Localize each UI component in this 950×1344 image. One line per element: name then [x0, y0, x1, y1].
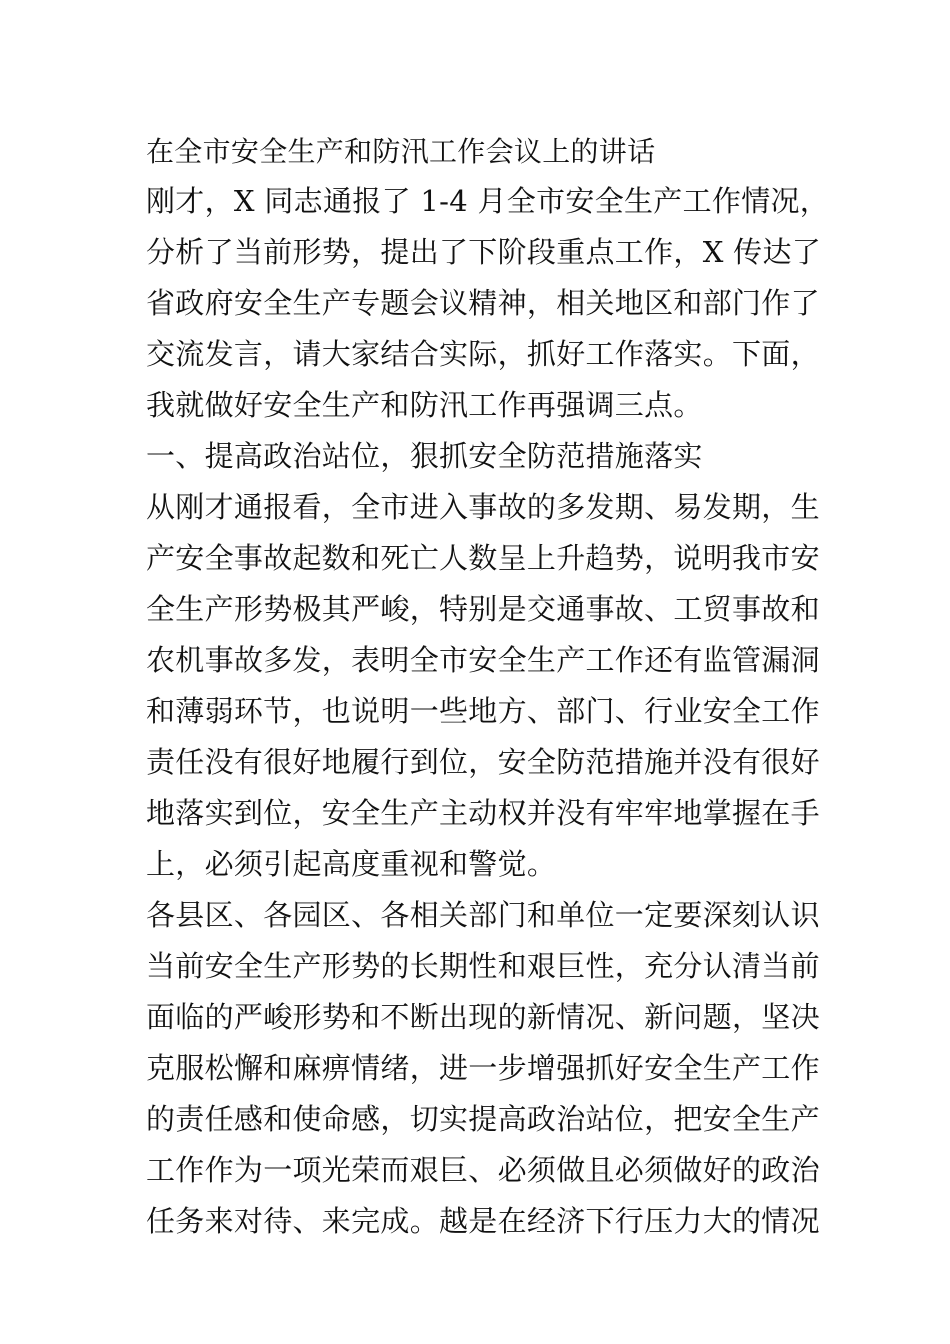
text-line: 各县区、各园区、各相关部门和单位一定要深刻认识: [146, 898, 820, 932]
text-line: 和薄弱环节，也说明一些地方、部门、行业安全工作: [146, 694, 820, 728]
text-line: 产安全事故起数和死亡人数呈上升趋势，说明我市安: [146, 541, 820, 575]
paragraph-situation: [146, 482, 820, 890]
text-line: 刚才，X 同志通报了 1-4 月全市安全生产工作情况，: [146, 184, 830, 218]
text-line: 面临的严峻形势和不断出现的新情况、新问题，坚决: [146, 1000, 820, 1034]
text-line: 全生产形势极其严峻，特别是交通事故、工贸事故和: [146, 592, 820, 626]
text-line: 上，必须引起高度重视和警觉。: [146, 847, 557, 881]
text-line: 分析了当前形势，提出了下阶段重点工作，X 传达了: [146, 235, 822, 269]
document-title: 在全市安全生产和防汛工作会议上的讲话: [146, 135, 656, 168]
text-line: 农机事故多发，表明全市安全生产工作还有监管漏洞: [146, 643, 820, 677]
document-body: [146, 128, 830, 1247]
text-line: 交流发言，请大家结合实际，抓好工作落实。下面，: [146, 337, 820, 371]
text-line: 工作作为一项光荣而艰巨、必须做且必须做好的政治: [146, 1153, 820, 1187]
text-line: 的责任感和使命感，切实提高政治站位，把安全生产: [146, 1102, 820, 1136]
text-line: 当前安全生产形势的长期性和艰巨性，充分认清当前: [146, 949, 820, 983]
text-line: 我就做好安全生产和防汛工作再强调三点。: [146, 388, 703, 422]
paragraph-intro: [146, 176, 830, 431]
text-line: 克服松懈和麻痹情绪，进一步增强抓好安全生产工作: [146, 1051, 820, 1085]
text-line: 地落实到位，安全生产主动权并没有牢牢地掌握在手: [146, 796, 820, 830]
section-heading-1: 一、提高政治站位，狠抓安全防范措施落实: [146, 439, 703, 473]
paragraph-requirements: [146, 890, 820, 1247]
text-line: 责任没有很好地履行到位，安全防范措施并没有很好: [146, 745, 820, 779]
text-line: 任务来对待、来完成。越是在经济下行压力大的情况: [146, 1204, 820, 1238]
text-line: 从刚才通报看，全市进入事故的多发期、易发期，生: [146, 490, 820, 524]
text-line: 省政府安全生产专题会议精神，相关地区和部门作了: [146, 286, 820, 320]
